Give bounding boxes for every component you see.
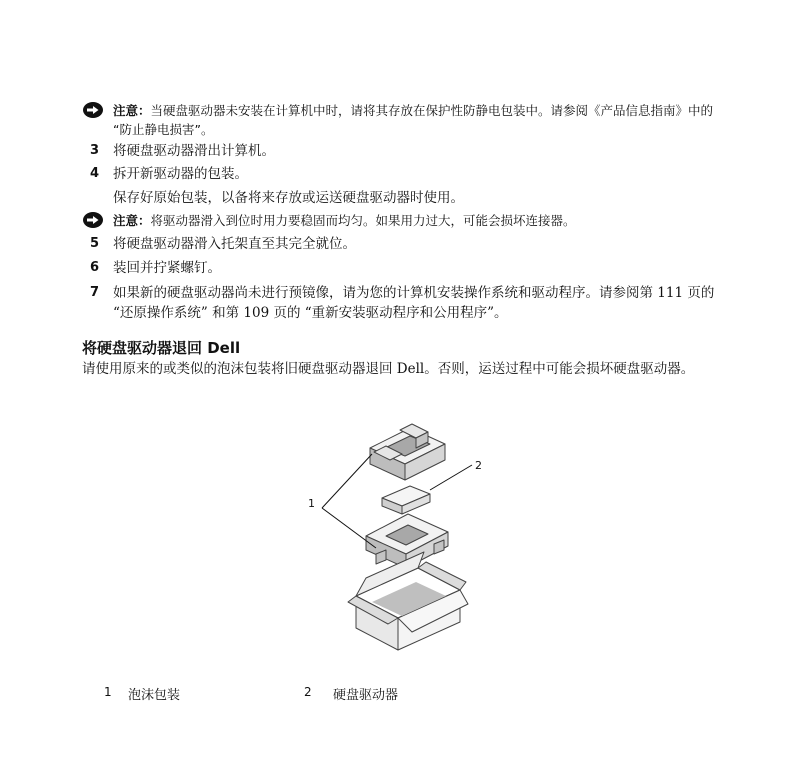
step-7 [82,283,722,323]
notice-static-warning [82,101,722,139]
foam-top-cap [370,424,445,480]
step-text: 如果新的硬盘驱动器尚未进行预镜像，请为您的计算机安装操作系统和驱动程序。请参阅第 111 页的 “还原操作系统” 和第 109 页的 “重新安装驱动程序和公用程序”。 [113,285,715,321]
step-text: 拆开新驱动器的包装。 [113,166,248,182]
notice-text: 当硬盘驱动器未安装在计算机中时，请将其存放在保护性防静电包装中。请参阅《产品信息指南》中的 “防止静电损害”。 [113,103,714,137]
legend-number-1: 1 [104,685,112,699]
notice-connector-warning [82,211,722,230]
step-number: 4 [90,166,100,181]
step-4 [82,164,722,184]
section-intro: 请使用原来的或类似的泡沫包装将旧硬盘驱动器退回 Dell。否则，运送过程中可能会损坏硬盘驱动器。 [82,361,695,377]
hard-drive [382,486,430,514]
step-number: 7 [90,285,100,300]
cardboard-box [348,552,468,650]
step-number: 3 [90,143,100,158]
legend-label-1: 泡沫包装 [128,688,181,703]
notice-icon [82,211,104,229]
step-number: 5 [90,236,100,251]
step-text: 将硬盘驱动器滑入托架直至其完全就位。 [113,236,356,252]
step-4-note: 保存好原始包装，以备将来存放或运送硬盘驱动器时使用。 [113,190,464,206]
step-text: 装回并拧紧螺钉。 [113,260,221,276]
callout-2: 2 [475,459,482,472]
step-3 [82,141,722,161]
notice-label: 注意： [113,103,151,118]
legend-label-2: 硬盘驱动器 [333,688,399,703]
notice-icon [82,101,104,119]
step-text: 将硬盘驱动器滑出计算机。 [113,143,275,159]
step-number: 6 [90,260,100,275]
step-5 [82,234,722,254]
notice-text: 将驱动器滑入到位时用力要稳固而均匀。如果用力过大，可能会损坏连接器。 [150,213,576,228]
step-6 [82,258,722,278]
notice-label: 注意： [113,213,151,228]
packaging-illustration [300,418,500,660]
legend-number-2: 2 [304,685,312,699]
section-heading: 将硬盘驱动器退回 Dell [82,339,241,357]
callout-1: 1 [308,497,315,510]
